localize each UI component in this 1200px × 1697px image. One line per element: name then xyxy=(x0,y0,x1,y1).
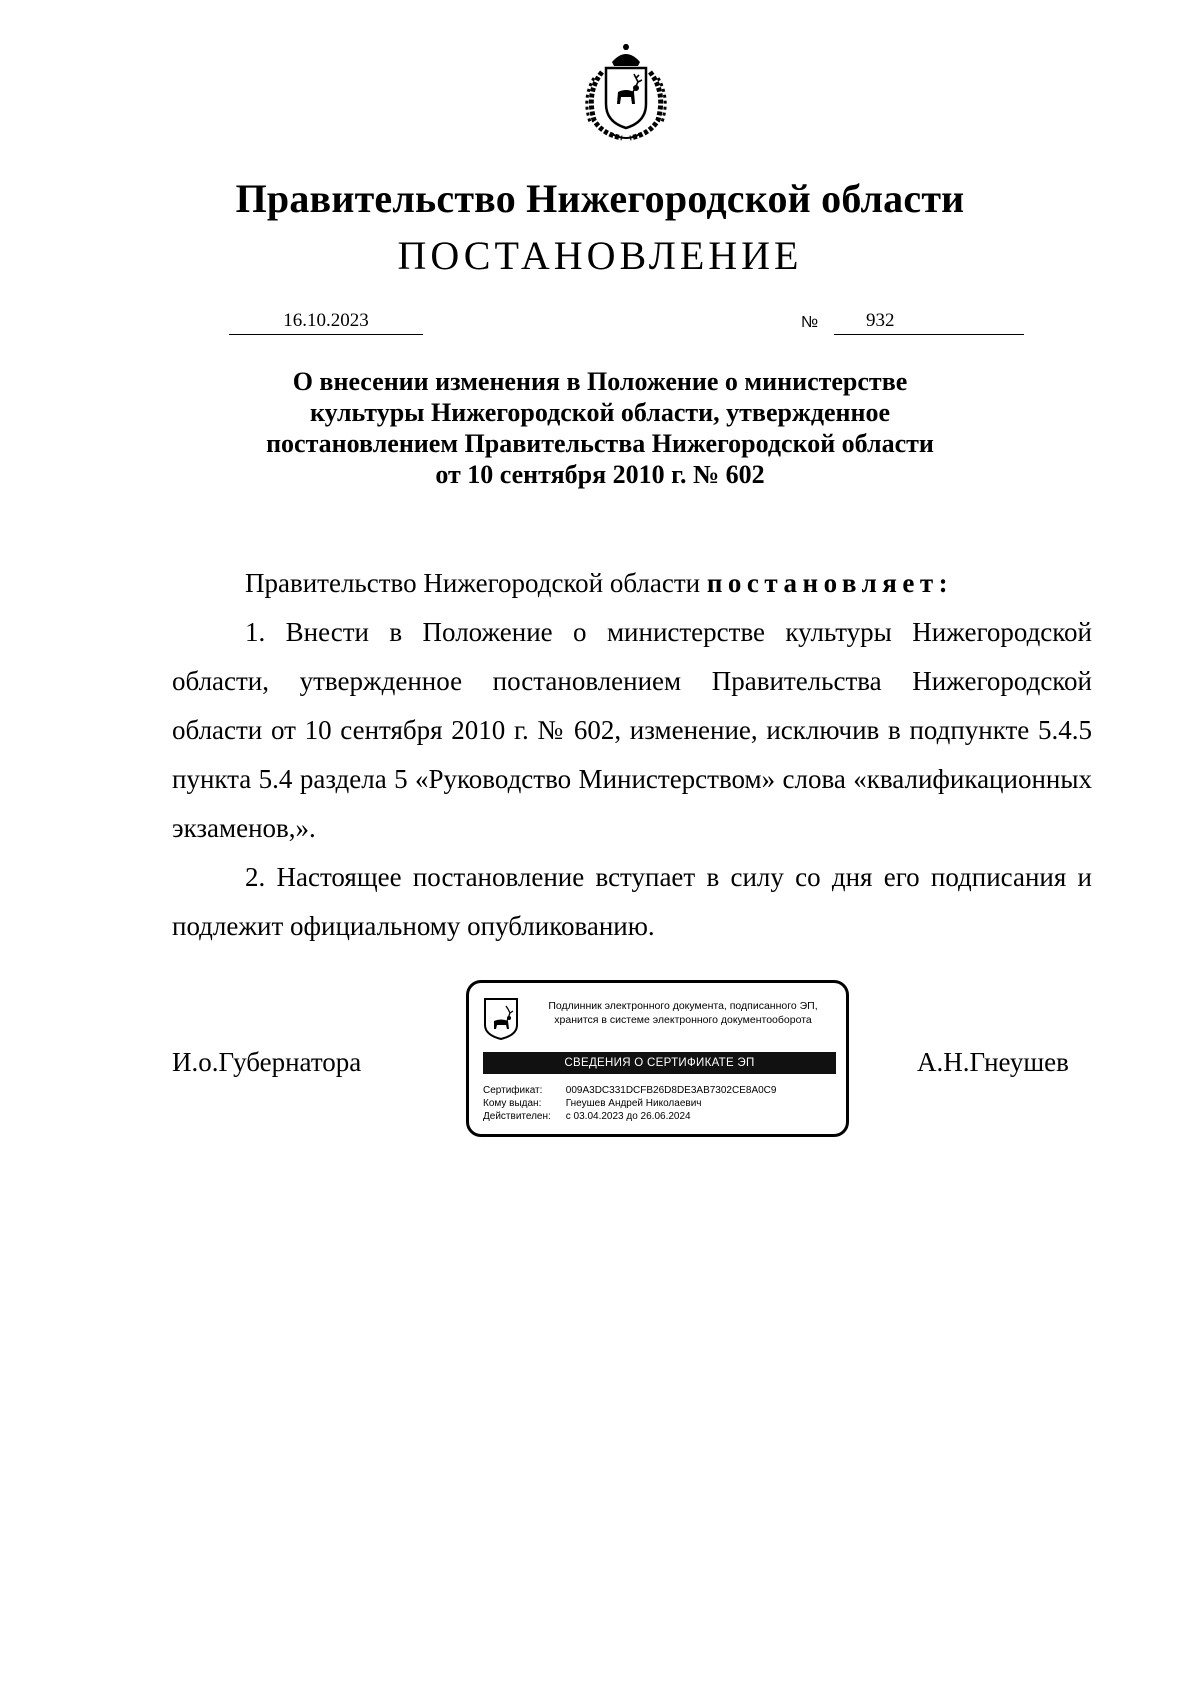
certificate-details xyxy=(483,1084,838,1123)
certificate-info-bar: СВЕДЕНИЯ О СЕРТИФИКАТЕ ЭП xyxy=(483,1052,836,1074)
deer-emblem-icon xyxy=(483,997,519,1041)
document-date: 16.10.2023 xyxy=(229,310,423,335)
document-number: 932 xyxy=(866,310,895,331)
coat-of-arms-emblem xyxy=(572,42,680,144)
issued-to-label: Кому выдан: xyxy=(483,1098,542,1109)
certificate-value: 009A3DC331DCFB26D8DE3AB7302CE8A0C9 xyxy=(565,1085,777,1096)
valid-value: с 03.04.2023 до 26.06.2024 xyxy=(565,1111,691,1122)
subject-line: от 10 сентября 2010 г. № 602 xyxy=(435,460,765,489)
stamp-header-line: Подлинник электронного документа, подписанного ЭП, xyxy=(548,1000,818,1012)
number-prefix: № xyxy=(801,314,819,331)
document-body xyxy=(172,559,1092,951)
government-title: Правительство Нижегородской области xyxy=(235,176,965,221)
subject-line: О внесении изменения в Положение о министерстве xyxy=(292,367,908,396)
resolves-word: постановляет: xyxy=(706,568,954,598)
electronic-signature-stamp xyxy=(466,980,849,1137)
signer-position: И.о.Губернатора xyxy=(172,1047,362,1077)
valid-row xyxy=(483,1110,838,1123)
intro-paragraph xyxy=(172,559,1092,608)
document-subject xyxy=(0,366,1200,490)
certificate-label: Сертификат: xyxy=(483,1085,543,1096)
signer-name: А.Н.Гнеушев xyxy=(917,1047,1069,1077)
document-number-field xyxy=(834,310,1024,335)
issued-to-value: Гнеушев Андрей Николаевич xyxy=(565,1098,702,1109)
paragraph-2: 2. Настоящее постановление вступает в силу со дня его подписания и подлежит официальному опубликованию. xyxy=(172,862,1092,941)
paragraph-1: 1. Внести в Положение о министерстве культуры Нижегородской области, утвержденное постановлением Правительства Нижегородской области от 10 сентября 2010 г. № 602, изменение, исключив в подпункте 5.4.5 пункта 5.4 раздела 5 «Руководство Министерством» слова «квалификационных экзаменов,». xyxy=(172,617,1092,843)
stamp-header xyxy=(524,999,842,1027)
intro-text: Правительство Нижегородской области xyxy=(245,568,707,598)
document-type-title: ПОСТАНОВЛЕНИЕ xyxy=(397,233,803,278)
stamp-header-line: хранится в системе электронного документооборота xyxy=(554,1014,812,1026)
subject-line: постановлением Правительства Нижегородской области xyxy=(266,429,934,458)
subject-line: культуры Нижегородской области, утвержденное xyxy=(309,398,891,427)
certificate-row xyxy=(483,1084,838,1097)
valid-label: Действителен: xyxy=(483,1111,551,1122)
issued-to-row xyxy=(483,1097,838,1110)
